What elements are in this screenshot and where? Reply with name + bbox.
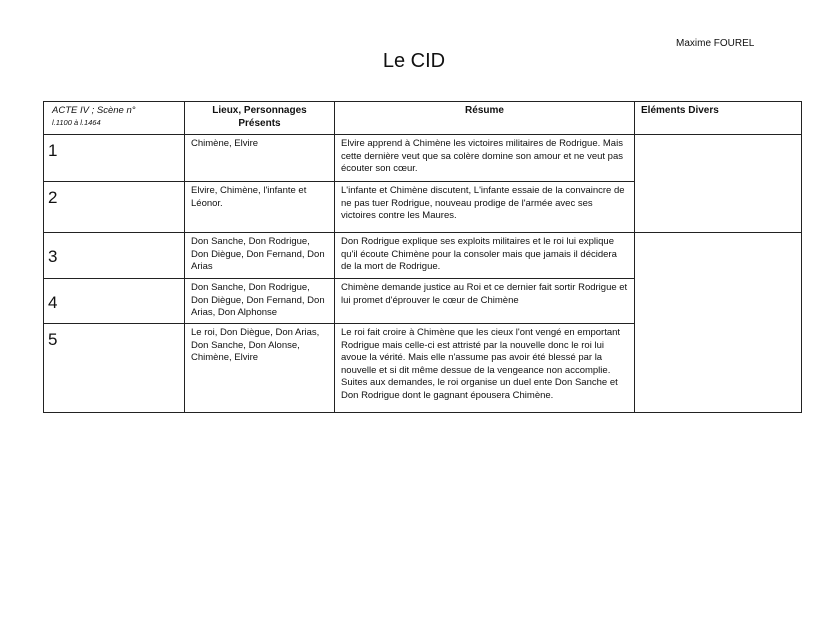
document-title: Le CID xyxy=(382,50,446,72)
scene-number: 1 xyxy=(44,135,185,182)
header-act xyxy=(44,102,185,135)
scene-number: 2 xyxy=(44,182,185,233)
scene-summary: Le roi fait croire à Chimène que les cieux l'ont vengé en emportant Rodrigue mais celle-ci est attristé par la nouvelle donc le roi lui avoue la vérité. Mais elle n'assume pas avoir été blessé par la nouvelle et si dit même dessue de la vengeance non accomplie. Suites aux demandes, le roi organise un duel ente Don Sanche et Don Rodrigue dont le gagnant épousera Chimène. xyxy=(335,324,635,413)
scene-misc-group-2 xyxy=(635,233,802,413)
table-header-row xyxy=(44,102,802,135)
header-line-range: l.1100 à l.1464 xyxy=(52,117,101,127)
scene-summary: Chimène demande justice au Roi et ce dernier fait sortir Rodrigue et lui promet d'éprouver le cœur de Chimène xyxy=(335,279,635,324)
scene-characters: Don Sanche, Don Rodrigue, Don Diègue, Don Fernand, Don Arias, Don Alphonse xyxy=(185,279,335,324)
scene-summary: L'infante et Chimène discutent, L'infante essaie de la convaincre de ne pas tuer Rodrigue, nouveau prodige de l'armée avec ses victoires contre les Maures. xyxy=(335,182,635,233)
scene-characters: Le roi, Don Diègue, Don Arias, Don Sanche, Don Alonse, Chimène, Elvire xyxy=(185,324,335,413)
scenes-table xyxy=(43,101,802,413)
scene-number: 5 xyxy=(44,324,185,413)
header-characters: Lieux, Personnages Présents xyxy=(185,102,335,135)
table-row xyxy=(44,135,802,182)
header-misc: Eléments Divers xyxy=(635,102,802,135)
scene-number: 4 xyxy=(44,279,185,324)
table-row xyxy=(44,233,802,279)
header-summary: Résume xyxy=(335,102,635,135)
scene-summary: Elvire apprend à Chimène les victoires militaires de Rodrigue. Mais cette dernière veut que sa colère domine son amour et ne veut pas écouter son cœur. xyxy=(335,135,635,182)
scene-summary: Don Rodrigue explique ses exploits militaires et le roi lui explique qu'il écoute Chimène pour la consoler mais que jamais il décidera de la mort de Rodrigue. xyxy=(335,233,635,279)
scene-misc-group-1 xyxy=(635,135,802,233)
scene-characters: Don Sanche, Don Rodrigue, Don Diègue, Don Fernand, Don Arias xyxy=(185,233,335,279)
author-name: Maxime FOUREL xyxy=(676,38,755,49)
scene-characters: Elvire, Chimène, l'infante et Léonor. xyxy=(185,182,335,233)
scene-characters: Chimène, Elvire xyxy=(185,135,335,182)
header-act-label: ACTE IV ; Scène n° xyxy=(52,105,136,116)
scene-number: 3 xyxy=(44,233,185,279)
